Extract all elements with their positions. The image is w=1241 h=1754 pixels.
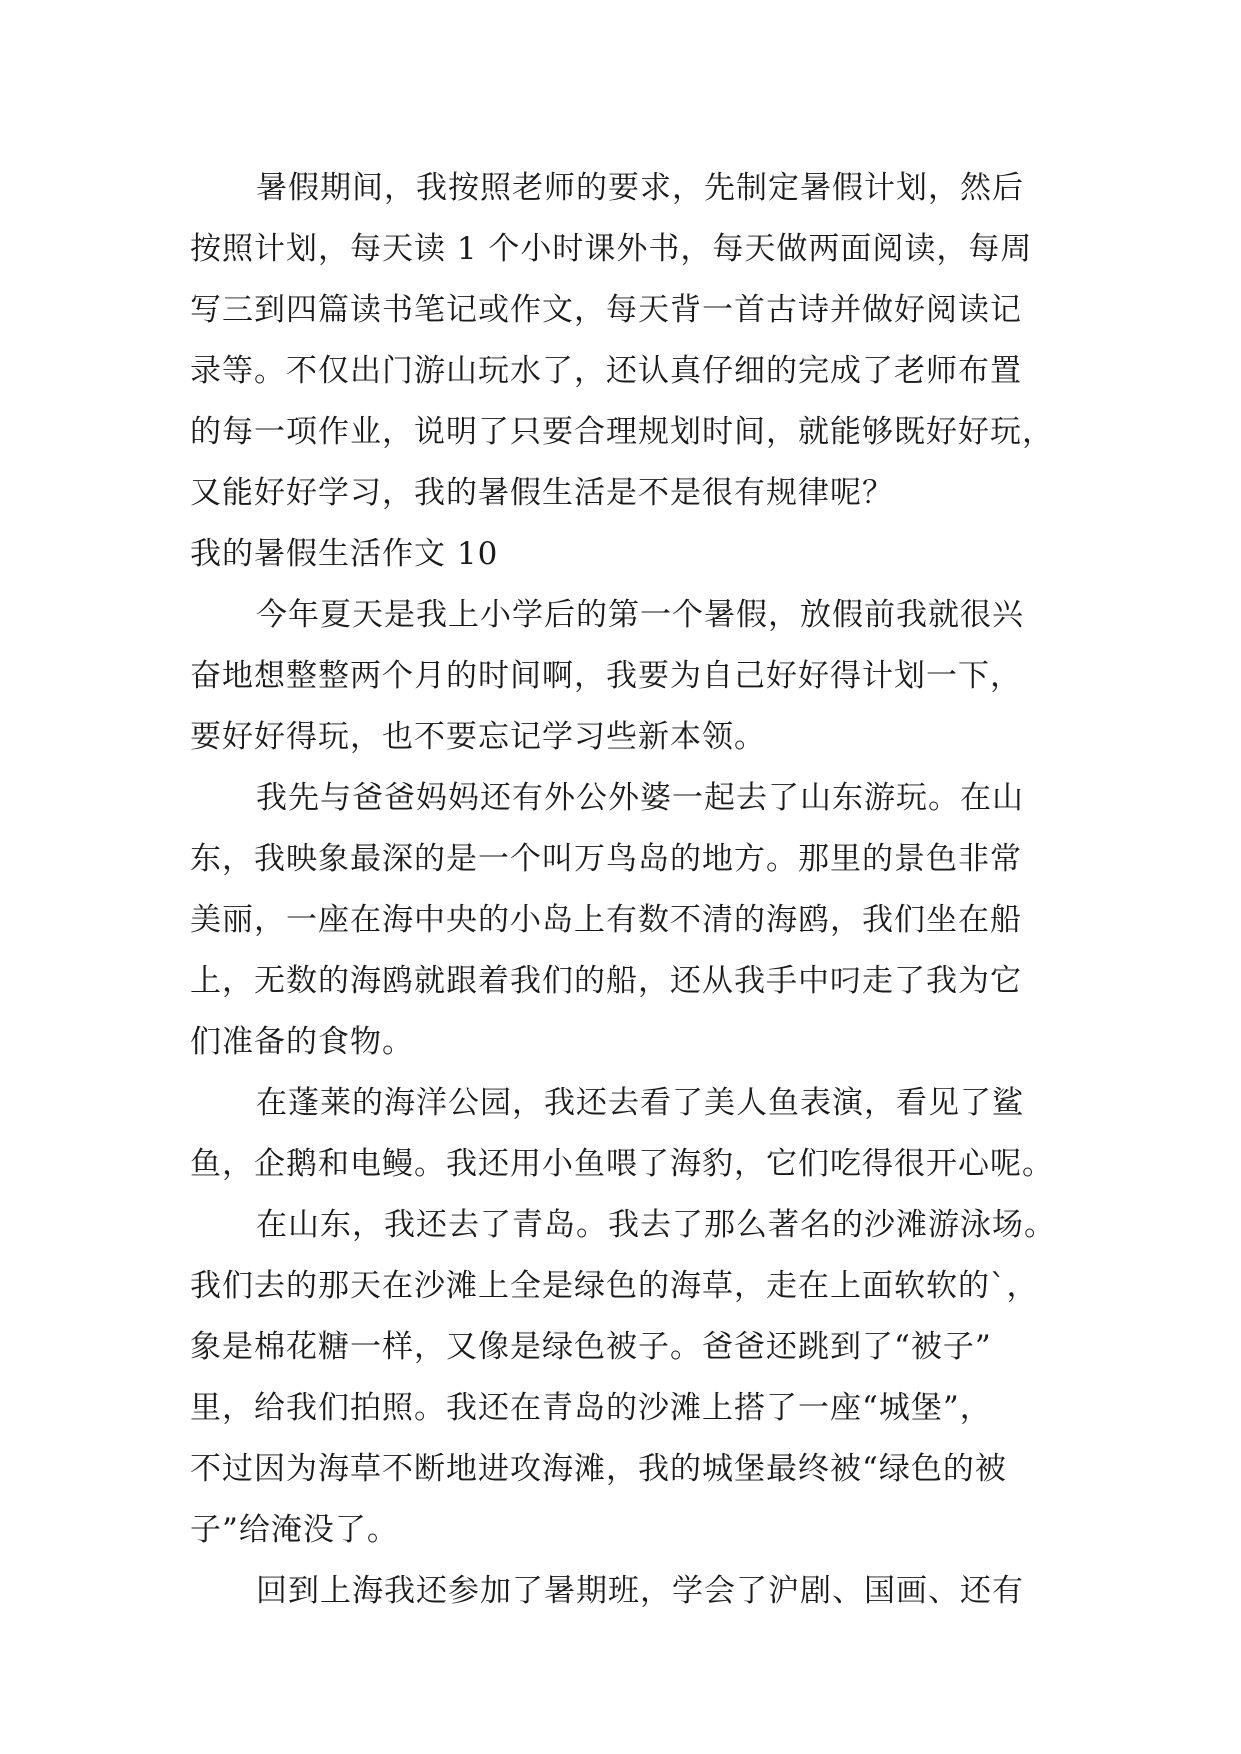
text-line: 我们去的那天在沙滩上全是绿色的海草，走在上面软软的`， (190, 1268, 1039, 1304)
text-line: 美丽，一座在海中央的小岛上有数不清的海鸥，我们坐在船 (190, 902, 1022, 938)
text-line: 不过因为海草不断地进攻海滩，我的城堡最终被“绿色的被 (190, 1451, 1007, 1487)
text-line: 录等。不仅出门游山玩水了，还认真仔细的完成了老师布置 (190, 353, 1022, 389)
text-line: 上，无数的海鸥就跟着我们的船，还从我手中叼走了我为它 (190, 963, 1022, 999)
text-line: 回到上海我还参加了暑期班，学会了沪剧、国画、还有 (256, 1573, 1024, 1609)
text-line: 们准备的食物。 (190, 1024, 414, 1060)
text-line: 里，给我们拍照。我还在青岛的沙滩上搭了一座“城堡”， (190, 1390, 992, 1426)
text-line: 写三到四篇读书笔记或作文，每天背一首古诗并做好阅读记 (190, 292, 1022, 328)
text-line: 暑假期间，我按照老师的要求，先制定暑假计划，然后 (256, 170, 1024, 206)
text-line: 奋地想整整两个月的时间啊，我要为自己好好得计划一下， (190, 658, 1022, 694)
essay-heading: 我的暑假生活作文 10 (190, 536, 499, 572)
text-line: 要好好得玩，也不要忘记学习些新本领。 (190, 719, 766, 755)
text-line: 象是棉花糖一样，又像是绿色被子。爸爸还跳到了“被子” (190, 1329, 992, 1365)
document-body (190, 158, 1065, 1622)
text-line: 在山东，我还去了青岛。我去了那么著名的沙滩游泳场。 (256, 1207, 1056, 1243)
text-line: 鱼，企鹅和电鳗。我还用小鱼喂了海豹，它们吃得很开心呢。 (190, 1146, 1054, 1182)
text-line: 在蓬莱的海洋公园，我还去看了美人鱼表演，看见了鲨 (256, 1085, 1024, 1121)
text-line: 子”给淹没了。 (190, 1512, 399, 1548)
text-line: 我先与爸爸妈妈还有外公外婆一起去了山东游玩。在山 (256, 780, 1024, 816)
text-line: 又能好好学习，我的暑假生活是不是很有规律呢？ (190, 475, 894, 511)
text-line: 按照计划，每天读 1 个小时课外书，每天做两面阅读，每周 (190, 231, 1033, 267)
text-line: 的每一项作业，说明了只要合理规划时间，就能够既好好玩， (190, 414, 1054, 450)
text-line: 今年夏天是我上小学后的第一个暑假，放假前我就很兴 (256, 597, 1024, 633)
text-line: 东，我映象最深的是一个叫万鸟岛的地方。那里的景色非常 (190, 841, 1022, 877)
